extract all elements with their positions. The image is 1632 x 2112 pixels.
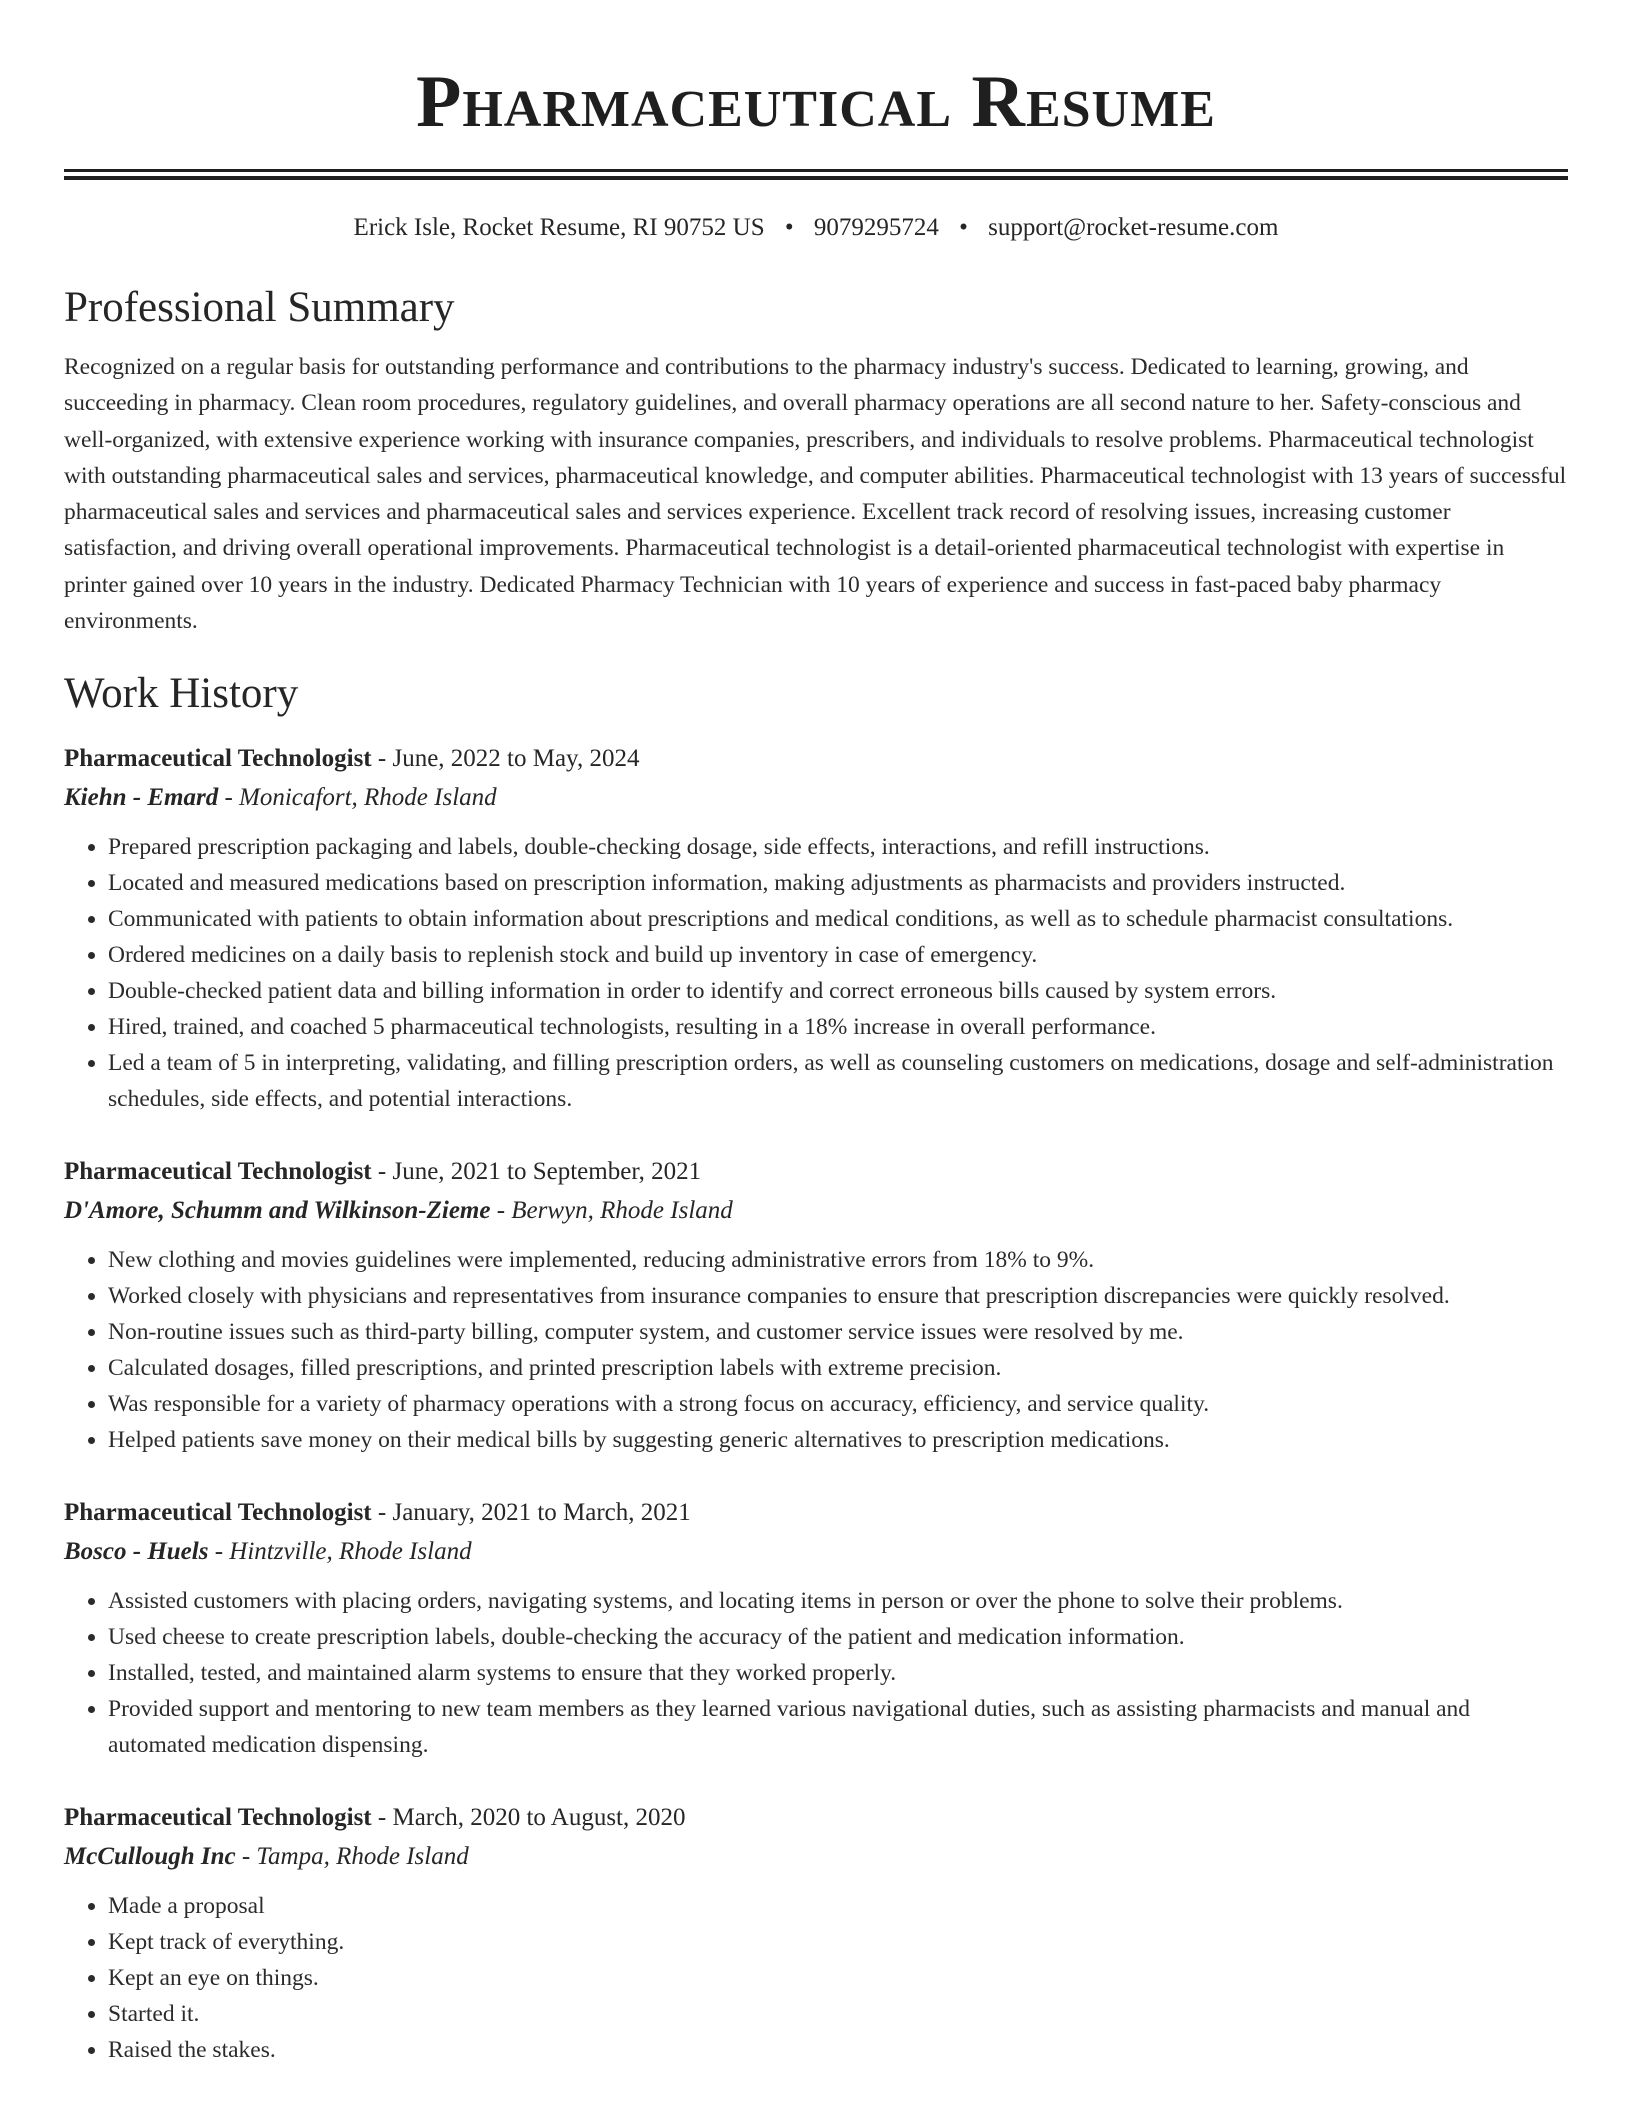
job-bullet: • Kept track of everything. [108, 1924, 1568, 1960]
job-dates: - January, 2021 to March, 2021 [371, 1499, 691, 1527]
job-entry [64, 1798, 1568, 2068]
contact-address: Erick Isle, Rocket Resume, RI 90752 US [353, 214, 765, 241]
contact-line [64, 213, 1568, 243]
company-location: - Hintzville, Rhode Island [208, 1538, 472, 1566]
job-bullet-list [64, 829, 1568, 1117]
job-title: Pharmaceutical Technologist [64, 745, 372, 773]
job-bullet: • Raised the stakes. [108, 2032, 1568, 2068]
job-bullet: • Led a team of 5 in interpreting, validating, and filling prescription orders, as well as counseling customers on medications, dosage and self-administration schedules, side effects, and potential interactions. [108, 1045, 1568, 1117]
company-name: Bosco - Huels [64, 1538, 209, 1566]
job-bullet-list [64, 1242, 1568, 1458]
job-bullet: • Was responsible for a variety of pharmacy operations with a strong focus on accuracy, efficiency, and service quality. [108, 1386, 1568, 1422]
job-bullet: • Prepared prescription packaging and labels, double-checking dosage, side effects, interactions, and refill instructions. [108, 829, 1568, 865]
job-entry [64, 1152, 1568, 1458]
company-name: Kiehn - Emard [64, 784, 219, 812]
job-bullet: • Provided support and mentoring to new team members as they learned various navigational duties, such as assisting pharmacists and manual and automated medication dispensing. [108, 1691, 1568, 1763]
company-line [64, 1533, 1568, 1571]
job-bullet: • Installed, tested, and maintained alarm systems to ensure that they worked properly. [108, 1655, 1568, 1691]
job-bullet: • New clothing and movies guidelines were implemented, reducing administrative errors from 18% to 9%. [108, 1242, 1568, 1278]
company-location: - Berwyn, Rhode Island [490, 1197, 733, 1225]
job-bullet: • Calculated dosages, filled prescriptions, and printed prescription labels with extreme precision. [108, 1350, 1568, 1386]
contact-email: support@rocket-resume.com [988, 214, 1279, 241]
job-title-line [64, 739, 1568, 779]
summary-paragraph: Recognized on a regular basis for outstanding performance and contributions to the pharmacy industry's success. Dedicated to learning, growing, and succeeding in pharmacy. Clean room procedures, regulatory guidelines, and overall pharmacy operations are all second nature to her. Safety-conscious and well-organized, with extensive experience working with insurance companies, prescribers, and individuals to resolve problems. Pharmaceutical technologist with outstanding pharmaceutical sales and services, pharmaceutical knowledge, and computer abilities. Pharmaceutical technologist with 13 years of successful pharmaceutical sales and services and pharmaceutical sales and services experience. Excellent track record of resolving issues, increasing customer satisfaction, and driving overall operational improvements. Pharmaceutical technologist is a detail-oriented pharmaceutical technologist with expertise in printer gained over 10 years in the industry. Dedicated Pharmacy Technician with 10 years of experience and success in fast-paced baby pharmacy environments. [64, 354, 1567, 635]
company-line [64, 1192, 1568, 1230]
job-title-line [64, 1798, 1568, 1838]
job-bullet-list [64, 1583, 1568, 1763]
job-bullet: • Helped patients save money on their medical bills by suggesting generic alternatives to prescription medications. [108, 1422, 1568, 1458]
job-title-line [64, 1493, 1568, 1533]
company-name: D'Amore, Schumm and Wilkinson-Zieme [64, 1197, 491, 1225]
job-bullet: • Hired, trained, and coached 5 pharmaceutical technologists, resulting in a 18% increase in overall performance. [108, 1009, 1568, 1045]
job-bullet: • Ordered medicines on a daily basis to replenish stock and build up inventory in case of emergency. [108, 937, 1568, 973]
company-location: - Monicafort, Rhode Island [218, 784, 497, 812]
job-bullet: • Non-routine issues such as third-party billing, computer system, and customer service issues were resolved by me. [108, 1314, 1568, 1350]
contact-separator: • [784, 214, 794, 241]
company-name: McCullough Inc [64, 1843, 236, 1871]
company-location: - Tampa, Rhode Island [235, 1843, 469, 1871]
job-bullet: • Made a proposal [108, 1888, 1568, 1924]
section-heading-summary: Professional Summary [64, 284, 455, 331]
job-bullet: • Worked closely with physicians and representatives from insurance companies to ensure that prescription discrepancies were quickly resolved. [108, 1278, 1568, 1314]
job-title: Pharmaceutical Technologist [64, 1158, 372, 1186]
job-title: Pharmaceutical Technologist [64, 1804, 372, 1832]
job-bullet: • Assisted customers with placing orders, navigating systems, and locating items in person or over the phone to solve their problems. [108, 1583, 1568, 1619]
job-dates: - March, 2020 to August, 2020 [371, 1804, 686, 1832]
job-bullet-list [64, 1888, 1568, 2068]
job-dates: - June, 2022 to May, 2024 [371, 745, 640, 773]
job-bullet: • Started it. [108, 1996, 1568, 2032]
title-double-rule [64, 169, 1568, 180]
job-bullet: • Kept an eye on things. [108, 1960, 1568, 1996]
job-entry [64, 1493, 1568, 1763]
job-entry [64, 739, 1568, 1117]
contact-separator: • [959, 214, 968, 241]
job-bullet: • Communicated with patients to obtain information about prescriptions and medical conditions, as well as to schedule pharmacist consultations. [108, 901, 1568, 937]
company-line [64, 779, 1568, 817]
section-heading-work-history: Work History [64, 670, 299, 718]
company-line [64, 1838, 1568, 1876]
job-title-line [64, 1152, 1568, 1192]
resume-title: Pharmaceutical Resume [416, 61, 1216, 143]
job-bullet: • Double-checked patient data and billing information in order to identify and correct erroneous bills caused by system errors. [108, 973, 1568, 1009]
job-bullet: • Used cheese to create prescription labels, double-checking the accuracy of the patient and medication information. [108, 1619, 1568, 1655]
job-dates: - June, 2021 to September, 2021 [371, 1158, 702, 1186]
job-title: Pharmaceutical Technologist [64, 1499, 372, 1527]
contact-phone: 9079295724 [813, 214, 939, 241]
job-bullet: • Located and measured medications based on prescription information, making adjustments as pharmacists and providers instructed. [108, 865, 1568, 901]
